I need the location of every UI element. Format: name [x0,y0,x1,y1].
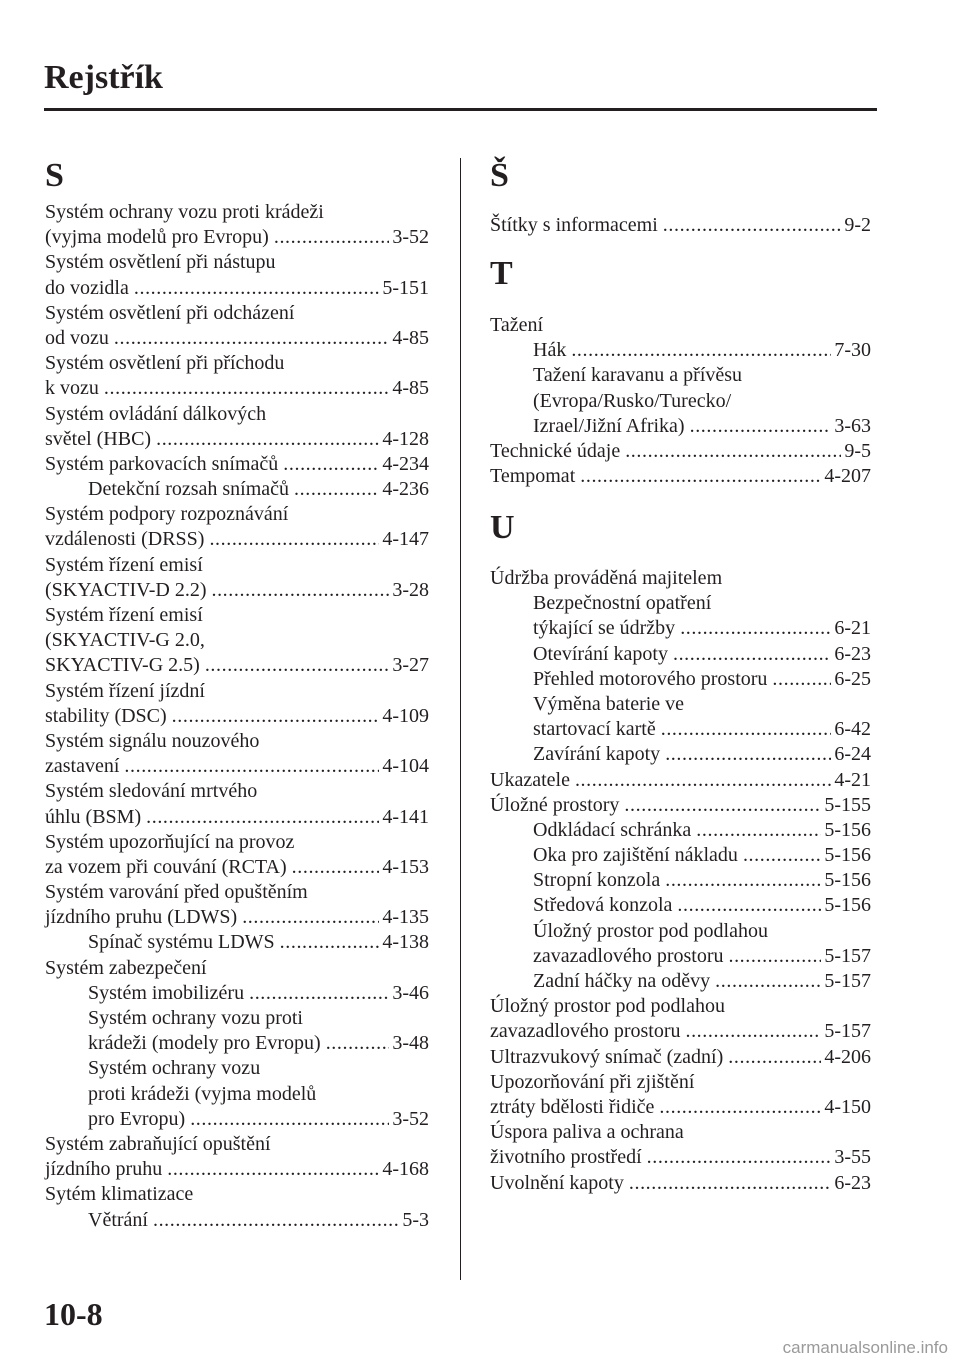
page-reference: 5-156 [824,869,871,892]
index-entry [490,566,871,591]
index-subentry [490,893,871,918]
entry-text: Systém parkovacích snímačů [45,452,279,475]
entry-text: Technické údaje [490,439,621,462]
entry-text: Ukazatele [490,768,570,791]
page-reference: 5-3 [402,1208,429,1231]
index-entry [45,653,429,678]
index-entry [45,628,429,653]
index-entry [45,805,429,830]
entry-text: Systém signálu nouzového [45,729,260,752]
entry-text: Zadní háčky na oděvy [533,970,711,992]
dot-leader [680,616,831,641]
index-subentry [45,1107,429,1132]
entry-text: Systém osvětlení při odcházení [45,301,295,324]
index-entry [45,1157,429,1182]
index-subentry [45,1031,429,1056]
page-reference: 6-21 [834,617,871,640]
dot-leader [659,1095,821,1120]
index-entry [45,225,429,250]
page-reference: 3-52 [392,1107,429,1130]
index-subentry [490,363,871,388]
entry-text: k vozu [45,377,99,400]
page-reference: 5-155 [824,793,871,816]
entry-text: Údržba prováděná majitelem [490,567,723,589]
page-reference: 5-151 [382,276,429,299]
page-reference: 4-207 [824,465,871,488]
entry-text: Systém osvětlení při příchodu [45,352,285,375]
page-reference: 3-48 [392,1032,429,1055]
entry-text: světel (HBC) [45,427,152,450]
index-subentry [490,919,871,944]
page-reference: 4-234 [382,452,429,475]
page-reference: 5-156 [824,844,871,867]
index-entries [490,313,871,489]
entry-text: (SKYACTIV-G 2.0, [45,629,205,652]
dot-leader [283,452,379,477]
page-reference: 6-25 [834,667,871,690]
page-reference: 4-21 [834,768,871,791]
entry-text: Bezpečnostní opatření [533,592,712,615]
entry-text: Systém zabezpečení [45,956,207,979]
section-letter: U [490,509,515,546]
entry-text: Hák [533,339,567,362]
dot-leader [677,893,821,918]
dot-leader [629,1171,831,1196]
entry-text: proti krádeži (vyjma modelů [88,1082,317,1105]
entry-text: Tažení [490,314,544,336]
index-entry [45,603,429,628]
entry-text: Systém řízení emisí [45,604,203,626]
entry-text: do vozidla [45,276,129,299]
dot-leader [156,427,379,452]
dot-leader [205,653,390,678]
index-subentry [490,667,871,692]
dot-leader [685,1019,821,1044]
index-entry [45,250,429,275]
index-entry [490,439,871,464]
index-entry [45,956,429,981]
entry-text: zavazadlového prostoru [533,944,724,967]
entry-text: životního prostředí [490,1146,642,1169]
dot-leader [772,667,831,692]
entry-text: od vozu [45,326,109,349]
page-reference: 6-23 [834,642,871,665]
entry-text: (vyjma modelů pro Evropu) [45,226,269,249]
dot-leader [209,527,379,552]
dot-leader [571,338,831,363]
page-reference: 4-141 [382,805,429,828]
entry-text: úhlu (BSM) [45,805,142,828]
index-entry [45,754,429,779]
dot-leader [172,704,380,729]
index-subentry [490,591,871,616]
page-reference: 4-135 [382,906,429,929]
entry-text: Systém osvětlení při nástupu [45,251,276,274]
index-entry [490,1120,871,1145]
index-entry [490,1045,871,1070]
dot-leader [647,1145,832,1170]
dot-leader [743,843,821,868]
index-entry [45,704,429,729]
page-reference: 5-157 [824,944,871,967]
index-subentry [490,616,871,641]
dot-leader [663,213,842,238]
entry-text: zastavení [45,755,120,778]
index-entry [490,1145,871,1170]
page-reference: 6-24 [834,743,871,766]
page-reference: 4-236 [382,478,429,501]
entry-text: Oka pro zajištění nákladu [533,844,738,867]
entry-text: Úložné prostory [490,793,620,816]
dot-leader [580,464,821,489]
section-letter: S [45,157,64,194]
page-reference: 4-104 [382,755,429,778]
index-entry [45,376,429,401]
index-subentry [490,642,871,667]
index-entry [490,1019,871,1044]
index-entry [45,1132,429,1157]
entry-text: zavazadlového prostoru [490,1020,681,1043]
entry-text: Systém imobilizéru [88,981,245,1004]
entry-text: Úložný prostor pod podlahou [533,919,768,942]
index-entry [45,779,429,804]
index-entry [45,578,429,603]
dot-leader [292,855,380,880]
index-subentry [45,1056,429,1081]
entry-text: Středová konzola [533,894,673,917]
page-number: 10-8 [44,1296,103,1332]
index-entry [45,830,429,855]
entry-text: jízdního pruhu [45,1158,163,1181]
index-entry [45,452,429,477]
entry-text: Systém zabraňující opuštění [45,1132,271,1155]
index-entry [490,793,871,818]
page-reference: 3-46 [392,981,429,1004]
page-reference: 4-138 [382,931,429,954]
dot-leader [728,1045,821,1070]
index-subentry [490,969,871,994]
index-subentry [490,338,871,363]
dot-leader [294,477,379,502]
page-reference: 4-206 [824,1045,871,1068]
index-entry [490,1070,871,1095]
page-title: Rejstřík [44,59,163,96]
index-subentry [45,930,429,955]
page-reference: 4-168 [382,1158,429,1181]
entry-text: (SKYACTIV-D 2.2) [45,578,207,601]
entry-text: ztráty bdělosti řidiče [490,1095,655,1118]
dot-leader [715,969,821,994]
page-reference: 5-157 [824,1020,871,1043]
page-reference: 5-156 [824,818,871,841]
index-entry [45,502,429,527]
page-reference: 4-150 [824,1095,871,1118]
page-reference: 4-109 [382,704,429,727]
page-reference: 4-128 [382,427,429,450]
index-entry [45,402,429,427]
dot-leader [167,1157,379,1182]
index-subentry [45,477,429,502]
page-reference: 6-42 [834,718,871,741]
entry-text: (Evropa/Rusko/Turecko/ [533,389,732,412]
index-subentry [490,414,871,439]
dot-leader [134,276,379,301]
entry-text: Sytém klimatizace [45,1183,194,1206]
index-entry [45,527,429,552]
dot-leader [728,944,821,969]
index-subentry [490,717,871,742]
entry-text: Stropní konzola [533,869,661,892]
dot-leader [114,326,389,351]
entry-text: Větrání [88,1208,148,1231]
entry-text: Systém ochrany vozu proti [88,1007,303,1029]
entry-text: Štítky s informacemi [490,214,658,236]
dot-leader [104,376,389,401]
entry-text: startovací kartě [533,718,656,741]
entry-text: stability (DSC) [45,704,167,727]
page-reference: 5-156 [824,894,871,917]
index-subentry [490,389,871,414]
index-entry [45,326,429,351]
index-entry [45,880,429,905]
index-entry [45,276,429,301]
index-entry [490,768,871,793]
dot-leader [665,742,831,767]
page-reference: 3-52 [392,226,429,249]
index-subentry [490,944,871,969]
dot-leader [153,1208,399,1233]
entry-text: Detekční rozsah snímačů [88,478,290,501]
index-entry [45,905,429,930]
entry-text: Systém ovládání dálkových [45,402,267,425]
index-entry [45,1182,429,1207]
page-reference: 3-28 [392,578,429,601]
page-reference: 4-153 [382,855,429,878]
entry-text: Systém podpory rozpoznávání [45,503,289,526]
page-reference: 9-5 [844,439,871,462]
index-entry [45,729,429,754]
dot-leader [625,439,841,464]
entry-text: Uvolnění kapoty [490,1171,624,1194]
dot-leader [190,1107,389,1132]
entry-text: Upozorňování při zjištění [490,1070,695,1093]
dot-leader [690,414,832,439]
page-reference: 7-30 [834,339,871,362]
index-subentry [490,742,871,767]
entry-text: Úložný prostor pod podlahou [490,995,725,1018]
entry-text: Izrael/Jižní Afrika) [533,414,685,437]
index-entry [45,553,429,578]
watermark: carmanualsonline.info [782,1338,948,1357]
page-reference: 3-27 [392,654,429,677]
entry-text: týkající se údržby [533,617,676,640]
index-entry [45,427,429,452]
index-entries [490,213,871,238]
entry-text: Spínač systému LDWS [88,931,275,954]
index-subentry [490,868,871,893]
entry-text: Výměna baterie ve [533,692,685,715]
index-entry [45,855,429,880]
entry-text: Systém upozorňující na provoz [45,830,295,853]
page-reference: 3-63 [834,414,871,437]
dot-leader [665,868,821,893]
dot-leader [575,768,831,793]
dot-leader [696,818,821,843]
entry-text: vzdálenosti (DRSS) [45,528,205,551]
entry-text: Otevírání kapoty [533,642,668,665]
page-reference: 3-55 [834,1146,871,1169]
page-reference: 4-147 [382,528,429,551]
dot-leader [211,578,389,603]
dot-leader [242,905,379,930]
index-entry [45,301,429,326]
dot-leader [249,981,389,1006]
entry-text: Přehled motorového prostoru [533,667,768,690]
entry-text: Systém řízení jízdní [45,679,205,702]
index-subentry [490,818,871,843]
index-entry [45,351,429,376]
dot-leader [673,642,831,667]
page-reference: 9-2 [844,214,871,236]
entry-text: Úspora paliva a ochrana [490,1121,684,1144]
index-entry [490,994,871,1019]
dot-leader [624,793,821,818]
index-entry [490,1095,871,1120]
index-entries [45,200,429,1233]
index-subentry [490,843,871,868]
page-reference: 4-85 [392,326,429,349]
entry-text: Systém sledování mrtvého [45,780,258,803]
index-entry [490,464,871,489]
column-divider [460,158,461,1280]
index-entry [45,200,429,225]
index-entry [45,679,429,704]
entry-text: pro Evropu) [88,1107,186,1130]
entry-text: jízdního pruhu (LDWS) [45,906,238,929]
entry-text: Odkládací schránka [533,818,692,841]
entry-text: za vozem při couvání (RCTA) [45,855,287,878]
dot-leader [274,225,389,250]
entry-text: Systém ochrany vozu [88,1057,261,1080]
index-subentry [490,692,871,717]
index-subentry [45,1208,429,1233]
dot-leader [280,930,380,955]
section-letter: T [490,255,513,292]
entry-text: Tempomat [490,465,576,488]
index-entries [490,566,871,1196]
entry-text: SKYACTIV-G 2.5) [45,654,200,677]
index-entry [490,1171,871,1196]
index-subentry [45,981,429,1006]
page-reference: 4-85 [392,377,429,400]
index-subentry [45,1082,429,1107]
section-letter: Š [490,157,509,194]
page-reference: 5-157 [824,970,871,992]
entry-text: krádeži (modely pro Evropu) [88,1032,321,1055]
entry-text: Zavírání kapoty [533,743,661,766]
title-rule [44,108,877,111]
index-entry [490,313,871,338]
dot-leader [146,805,379,830]
entry-text: Tažení karavanu a přívěsu [533,364,743,387]
dot-leader [124,754,379,779]
page-reference: 6-23 [834,1171,871,1194]
entry-text: Systém varování před opuštěním [45,881,308,904]
index-subentry [45,1006,429,1031]
dot-leader [326,1031,390,1056]
dot-leader [661,717,832,742]
index-entry [490,213,871,238]
entry-text: Systém ochrany vozu proti krádeži [45,201,324,223]
entry-text: Systém řízení emisí [45,553,203,576]
entry-text: Ultrazvukový snímač (zadní) [490,1045,724,1068]
